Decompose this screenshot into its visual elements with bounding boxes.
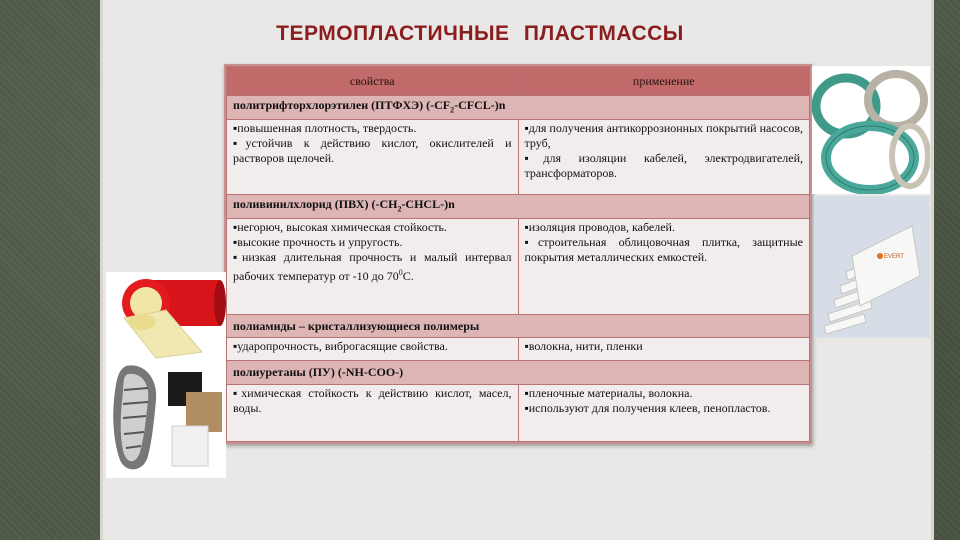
- list-item: ▪волокна, нити, пленки: [524, 339, 643, 354]
- properties-table: [226, 66, 810, 442]
- table-row: [227, 218, 810, 314]
- uses-cell: [518, 218, 810, 314]
- section-row-ptfhe: [227, 96, 810, 120]
- list-item: ▪устойчив к действию кислот, окислителей и растворов щелочей.: [233, 136, 512, 166]
- table-row: [227, 120, 810, 194]
- section-row-pvc: [227, 194, 810, 218]
- header-applications: применение: [518, 67, 810, 96]
- list-item: ▪негорюч, высокая химическая стойкость.: [233, 219, 448, 234]
- list-item: ▪используют для получения клеев, пенопластов.: [524, 400, 771, 415]
- props-cell: [227, 338, 519, 361]
- list-item: ▪высокие прочность и упругость.: [233, 234, 403, 249]
- list-item: ▪для получения антикоррозионных покрытий насосов, труб,: [524, 121, 803, 151]
- uses-cell: [518, 120, 810, 194]
- table-row: [227, 338, 810, 361]
- props-cell: [227, 384, 519, 441]
- list-item: ▪пленочные материалы, волокна.: [524, 385, 693, 400]
- gasket-rings-photo: [812, 66, 930, 194]
- list-item: ▪химическая стойкость к действию кислот, масел, воды.: [233, 385, 512, 415]
- shoe-sole-photo: [106, 360, 226, 478]
- section-row-polyamides: [227, 314, 810, 338]
- tiles-brand-label: EVERT: [884, 254, 904, 260]
- list-item: ▪ударопрочность, виброгасящие свойства.: [233, 339, 448, 354]
- list-item: ▪для изоляции кабелей, электродвигателей, трансформаторов.: [524, 151, 803, 181]
- properties-table-frame: [224, 64, 812, 444]
- props-cell: [227, 120, 519, 194]
- tape-roll-photo: [106, 272, 226, 360]
- table-header-row: [227, 67, 810, 96]
- list-item: ▪строительная облицовочная плитка, защитные покрытия металлических емкостей.: [524, 234, 803, 264]
- props-cell: [227, 218, 519, 314]
- list-item: ▪повышенная плотность, твердость.: [233, 121, 417, 136]
- section-title: полиуретаны (ПУ) (-NH-COO-): [227, 361, 810, 385]
- section-title: политрифторхлорэтилен (ПТФХЭ) $(-CF_2-CFCL-)n$: [227, 96, 810, 120]
- tiles-photo: [814, 196, 930, 338]
- table-row: [227, 384, 810, 441]
- uses-cell: [518, 338, 810, 361]
- section-title: поливинилхлорид (ПВХ) $(-CH_2-CHCL-)n$: [227, 194, 810, 218]
- section-title: полиамиды – кристаллизующиеся полимеры: [227, 314, 810, 338]
- uses-cell: [518, 384, 810, 441]
- list-item: ▪изоляция проводов, кабелей.: [524, 219, 675, 234]
- header-properties: свойства: [227, 67, 519, 96]
- list-item: ▪низкая длительная прочность и малый интервал рабочих температур от -10 до $70^0С$.: [233, 249, 512, 283]
- slide-title: ТЕРМОПЛАСТИЧНЫЕ ПЛАСТМАССЫ: [276, 22, 684, 45]
- section-row-polyurethanes: [227, 361, 810, 385]
